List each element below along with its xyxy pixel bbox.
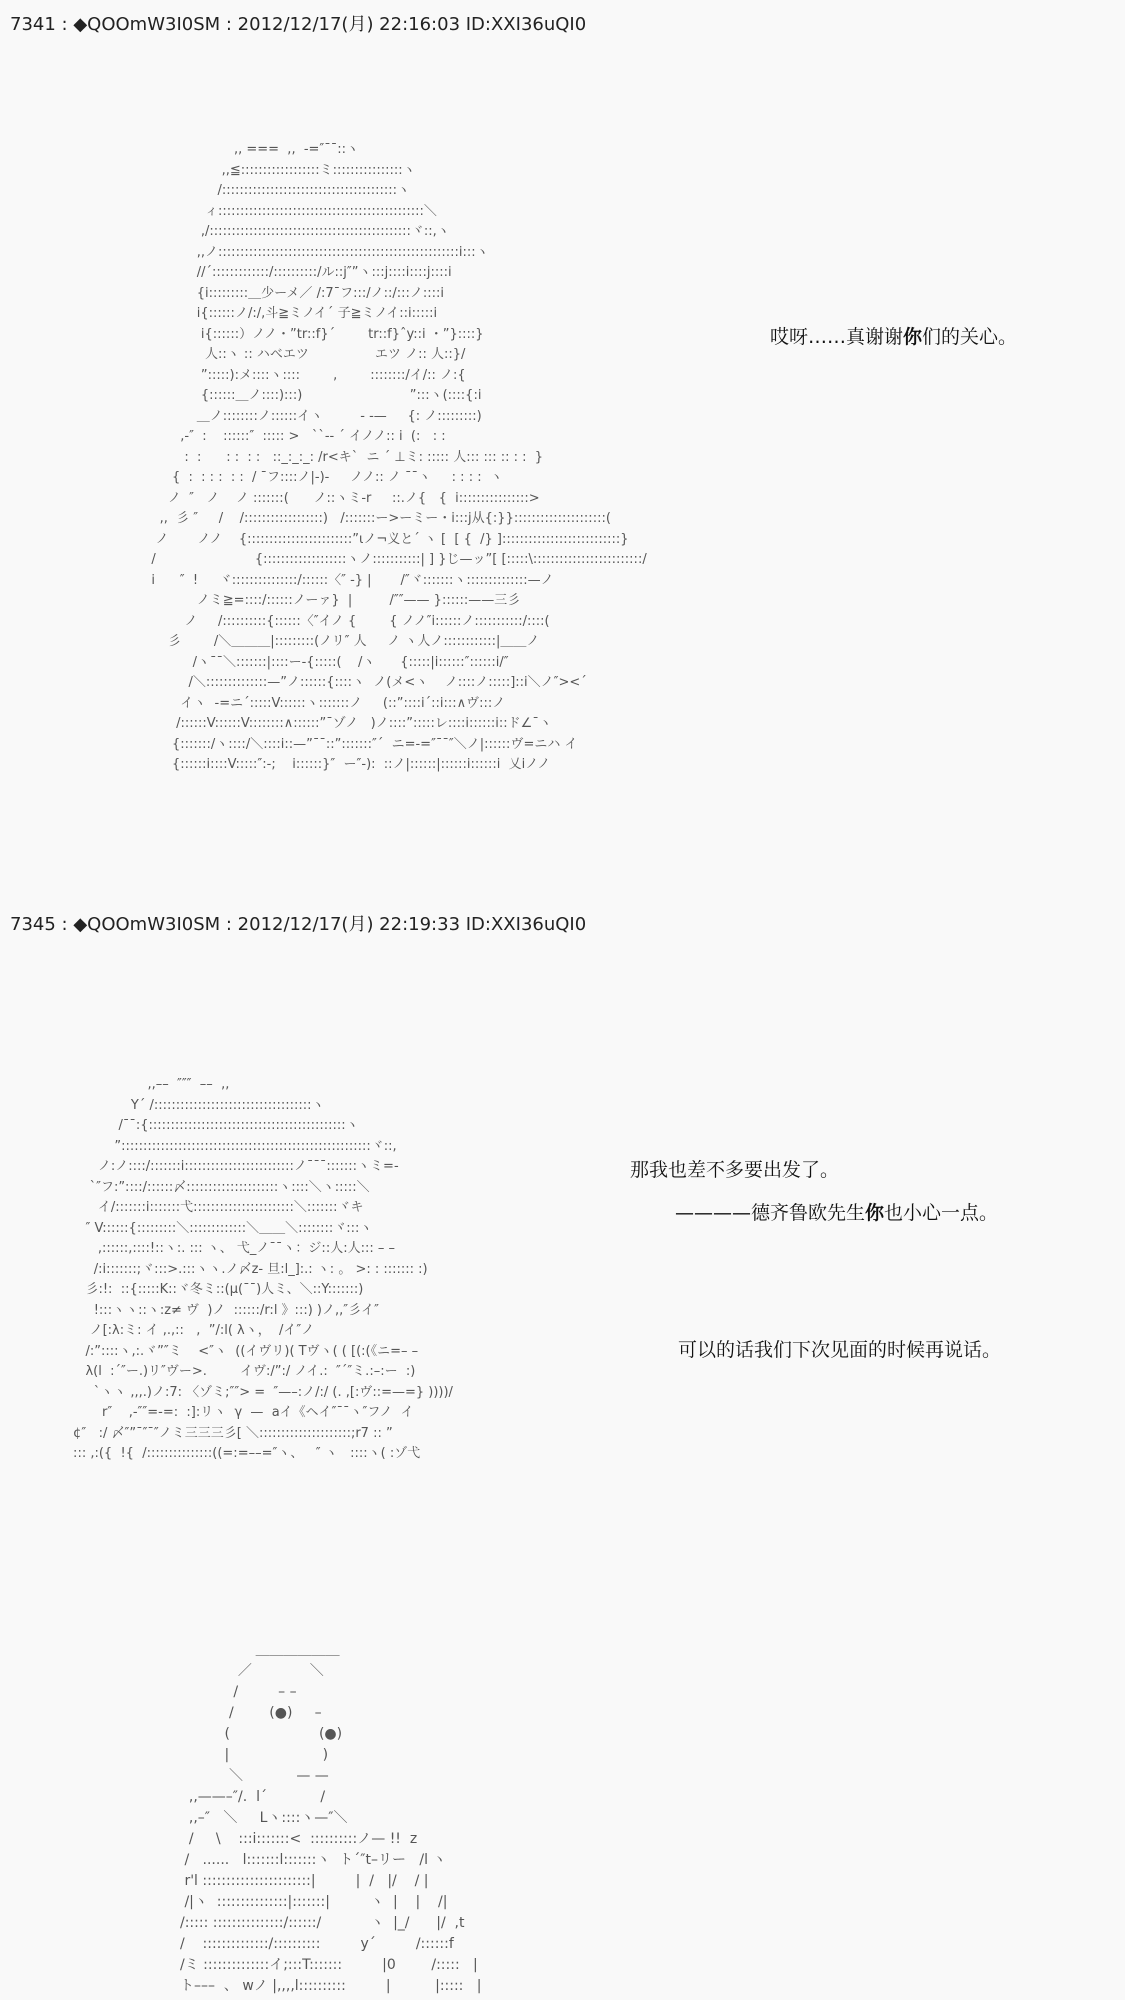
art-line: `″フ:”::::/::::::〆:::::::::::::::::::::ヽ::::＼ヽ:::::＼ (40, 1179, 370, 1195)
ascii-art-turtle (180, 1640, 481, 1997)
art-line: /:”::::ヽ,:.ヾ”″ミ <″ヽ ((イヴリ)( Tヴヽ( ( [(:(《ニ=– – (40, 1343, 419, 1359)
art-line: ノ:ノ::::/:::::::i:::::::::::::::::::::::::ノ¯¯¯:::::::ヽミ=- (40, 1159, 399, 1174)
art-line: ト––– 、 wノ |,,,,l:::::::::: | |::::: | (180, 1978, 482, 1994)
art-line: ,,≦::::::::::::::::::ミ::::::::::::::::ヽ (110, 162, 416, 178)
ascii-art-character-1 (110, 140, 647, 776)
art-line: ,-″ : ::::::″ ::::: > ``-- ´ イノノ:: i (: : : (110, 429, 446, 444)
dialogue-line (675, 1198, 998, 1225)
art-line: ノ[:λ:ミ: イ ,.,:: , ”/:l( λヽ， /イ″ノ (40, 1323, 315, 1338)
art-line: 彡:!: ::{:::::K::ヾ冬ミ::(μ(¯¯)人ミ、＼::Y:::::::) (40, 1282, 364, 1297)
art-line: /¯¯:{:::::::::::::::::::::::::::::::::::::::::::::ヽ (40, 1118, 359, 1133)
post-header-7345: 7345 : ◆QOOmW3I0SM : 2012/12/17(月) 22:19:33 ID:XXI36uQI0 (10, 914, 587, 935)
art-line: ＼ — — (180, 1768, 329, 1784)
art-line: {::::::＿ノ::::):::) ”:::ヽ(::::{:i (110, 388, 482, 403)
art-line: ,,–″ ＼ Lヽ::::ヽ—″＼ (180, 1810, 348, 1826)
art-line: / \ :::i:::::::< ::::::::::ノ— !! z (180, 1831, 418, 1847)
dialogue-text: 们的关心。 (922, 326, 1018, 348)
art-line: ,,–– ″″″ –– ,, (40, 1077, 230, 1092)
art-line: /:i:::::::;ヾ:::>.:::ヽヽ.ノ〆z‐ 旦:l_]:.: ヽ: 。 >: : ::::::: :) (40, 1261, 428, 1277)
art-line: : : : : : : ::_:_:_: /r<キ` ニ ´ ⊥ミ: ::::: 人::: ::: :: : : } (110, 449, 544, 465)
art-line: {i:::::::::＿少ーメ／ /:7¯フ:::/ノ::/:::ノ::::i (110, 285, 445, 301)
dialogue-text: 哎呀……真谢谢 (770, 326, 904, 348)
dialogue-text: ————德齐鲁欧先生 (675, 1202, 866, 1224)
art-line: / – – (180, 1684, 297, 1700)
art-line: /ミ ::::::::::::::イ;:::T::::::: |0 /::::: | (180, 1957, 478, 1973)
art-line: / (●) – (180, 1705, 322, 1721)
art-line: ,::::::,::::!::ヽ:. ::: ヽ、 弋_ノ¯¯ヽ：ジ::人:人::: – – (40, 1241, 395, 1256)
art-line: ィ:::::::::::::::::::::::::::::::::::::::::::::::＼ (110, 203, 437, 219)
dialogue-bold: 你 (903, 326, 923, 348)
art-line: i ″ ! ヾ:::::::::::::::/::::::〈″ -} | /″ヾ:::::::ヽ::::::::::::::—ノ (110, 572, 554, 588)
art-line: ノ ノノ {::::::::::::::::::::::::”ιノ¬义と´ ヽ [ [ { /} ]:::::::::::::::::::::::::::} (110, 531, 629, 547)
art-line: / {:::::::::::::::::::ヽノ:::::::::::| ] }じ—ッ”[ [:::::\:::::::::::::::::::::::::/ (110, 552, 647, 567)
art-line: ノ /::::::::::{::::::〈″イノ { { ノノ″i::::::ノ:::::::::::/::::( (110, 613, 550, 629)
art-line: ”:::::::::::::::::::::::::::::::::::::::::::::::::::::::::ヾ::, (40, 1138, 397, 1154)
art-line: ”:::::):メ::::ヽ:::: , ::::::::/イ/:: ノ:{ (110, 367, 466, 383)
art-line: / ...... l:::::::l:::::::ヽ ト´″t–リー /l ヽ (180, 1852, 447, 1868)
ascii-art-character-2 (40, 1075, 453, 1465)
art-line: //´:::::::::::::/::::::::::/ル::j″”ヽ:::j::::i::::j::::i (110, 265, 452, 280)
dialogue-line (630, 1155, 839, 1182)
art-line: ノ ″ ノ ノ :::::::( ノ::ヽミ-r ::.ノ{ { i::::::::::::::::> (110, 490, 540, 506)
art-line: 彡 /＼＿＿＿|:::::::::(ノリ″ 人 ノ ヽ人ノ::::::::::::|＿＿ノ (110, 634, 540, 649)
art-line: ″ V::::::{:::::::::＼:::::::::::::＼＿＿＼::::::::ヾ:::ヽ (40, 1220, 373, 1236)
art-line: {::::::i::::V:::::″:-; i::::::}″ ー″‐): ::ノ|::::::|::::::i::::::i 乂iノノ (110, 757, 551, 772)
art-line: {:::::::/ヽ::::/＼::::i::—”¯¯::”:::::::″´ ニ=-=″¯¯″＼ノ|::::::ヴ=ニハ イ (110, 736, 578, 752)
art-line: 人::ヽ :: ハベエツ エツ ノ:: 人::}/ (110, 347, 466, 362)
art-line: ノミ≧=::::/::::::ノーァ} | /″″—— }::::::——三彡 (110, 593, 521, 608)
dialogue-text: 那我也差不多要出发了。 (630, 1159, 840, 1181)
dialogue-bold: 你 (865, 1202, 885, 1224)
art-line: ,,——–″/. lˊ / (180, 1789, 326, 1805)
art-line: /＼::::::::::::::—”ノ::::::{::::ヽ ノ(メ<ヽ ノ::::ノ:::::]::i＼ノ″><´ (110, 675, 587, 690)
art-line: ¢″ :/ 〆″”¯″¯″ノミ三三三彡[ ＼:::::::::::::::::::::;r7 :: ” (40, 1425, 393, 1441)
art-line: ,,ノ:::::::::::::::::::::::::::::::::::::::::::::::::::::::i:::ヽ (110, 244, 489, 260)
art-line: r'l :::::::::::::::::::::::| | / |/ / | (180, 1873, 429, 1889)
art-line: ／ ＼ (180, 1663, 324, 1679)
dialogue-line (770, 322, 1017, 349)
art-line: / ::::::::::::::/:::::::::: y´ /::::::f (180, 1936, 454, 1952)
dialogue-text: 也小心一点。 (884, 1202, 999, 1224)
art-line: ,, === ,, -=″¯¯::ヽ (110, 142, 360, 157)
art-line: !:::ヽヽ::ヽ:z≠ ヴ )ノ ::::::/r:l 》:::) )ノ,,″彡イ″ (40, 1302, 379, 1318)
art-line: /::::::::::::::::::::::::::::::::::::::::ヽ (110, 183, 411, 198)
art-line: i{::::::ノ/:/,斗≧ミノイ´ 子≧ミノイ::i:::::i (110, 306, 438, 321)
art-line: ＿＿＿＿＿＿ (180, 1642, 340, 1658)
art-line: `ヽヽ ,,,.)ノ:7: 〈ゾミ;″″> = ″—–:ノ/:/ (. ,[:ヴ::=—=} ))))/ (40, 1384, 453, 1400)
art-line: { : : : : : : / ¯フ::::ノ|-)‐ ノノ:: ノ ¯¯ヽ : : : : ヽ (110, 470, 503, 485)
art-line: ( (●) (180, 1726, 343, 1742)
art-line: イ/:::::::i:::::::弋:::::::::::::::::::::::＼:::::::ヾキ (40, 1200, 364, 1215)
art-line: i{::::::）ノノ・”tr::f}´ tr::f}ˆy::i ・”}::::} (110, 326, 484, 342)
art-line: | ) (180, 1747, 329, 1763)
art-line: Y´ /::::::::::::::::::::::::::::::::::::ヽ (40, 1097, 325, 1113)
dialogue-text: 可以的话我们下次见面的时候再说话。 (678, 1339, 1002, 1361)
art-line: /|ヽ :::::::::::::::|:::::::| ヽ | | /| (180, 1894, 448, 1910)
art-line: ＿ノ::::::::ノ::::::イヽ ‐ ‐— {: ノ:::::::::) (110, 408, 482, 424)
art-line: イヽ -=ニ´:::::V::::::ヽ:::::::ノ (::”::::i´::i:::∧ヴ:::ノ (110, 695, 506, 711)
art-line: r″ ,-″″=-=: :]:リヽ γ — aイ《ヘイ″¯¯ヽ″フノ イ (40, 1405, 414, 1420)
art-line: /::::::V::::::V::::::::∧::::::”¯ゾノ )ノ::::”:::::レ::::i::::::i::ド∠¯ヽ (110, 716, 552, 731)
art-line: /ヽ¯¯＼:::::::|::::ー‐{:::::( /ヽ {:::::|i::::::″::::::i/″ (110, 654, 509, 670)
art-line: ,, 彡 ″ / /::::::::::::::::::) /:::::::ー>ーミー・i:::j从{:}}:::::::::::::::::::::( (110, 511, 611, 526)
art-line: /::::: :::::::::::::::/::::::/ ヽ |_/ |/ ,t (180, 1915, 465, 1931)
art-line: λ(l :´″ー.)リ″ヴー>. イヴ:/”:/ ノイ.: ″´″ミ.:–:ー :) (40, 1364, 416, 1379)
dialogue-line (678, 1335, 1001, 1362)
art-line: ,/::::::::::::::::::::::::::::::::::::::::::::::ヾ::,ヽ (110, 224, 450, 239)
post-header-7341: 7341 : ◆QOOmW3I0SM : 2012/12/17(月) 22:16:03 ID:XXI36uQI0 (10, 14, 587, 35)
art-line: ::: ,:({ !{ /:::::::::::::::((=:=––=″ヽ、 ″ ヽ ::::ヽ( :ゾ弋 (40, 1446, 421, 1461)
